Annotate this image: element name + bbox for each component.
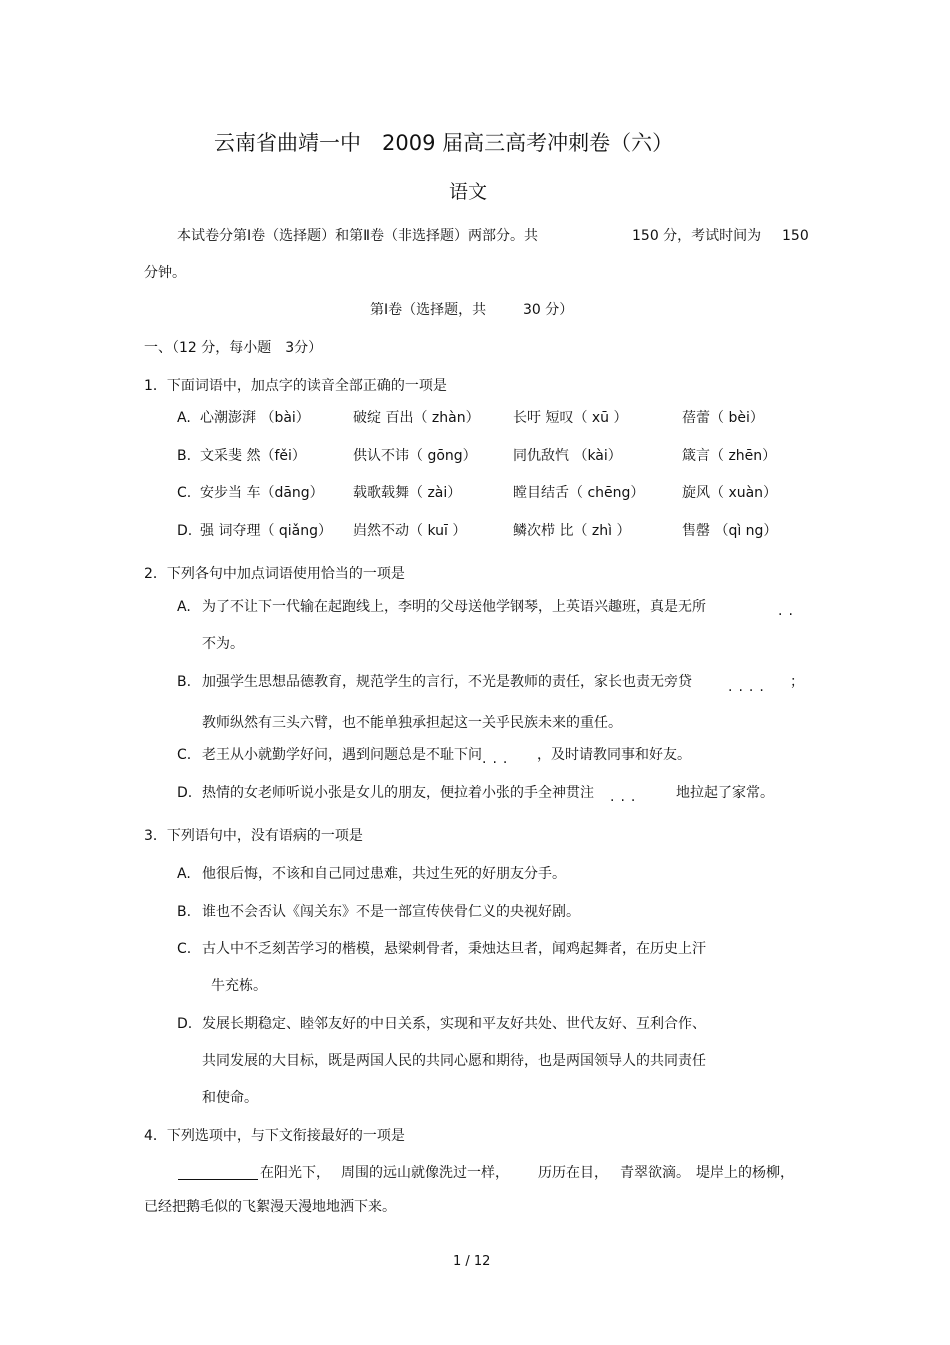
option-text: 和使命。 xyxy=(202,1090,258,1106)
word-item: 强 词夺理（ qiǎng） xyxy=(200,523,333,539)
word-item: 箴言（ zhēn） xyxy=(682,448,777,464)
option-text: 教师纵然有三头六臂，也不能单独承担起这一关乎民族未来的重任。 xyxy=(202,715,622,731)
passage-text: 已经把鹅毛似的飞絮漫天漫地地洒下来。 xyxy=(144,1199,396,1215)
question-stem: 4．下列选项中，与下文衔接最好的一项是 xyxy=(144,1128,405,1144)
word-item: 破绽 百出（ zhàn） xyxy=(353,410,480,426)
emphasis-dots: .. xyxy=(778,603,799,619)
option-label: D. xyxy=(177,523,193,539)
emphasis-dots: .... xyxy=(728,679,770,695)
option-label: A. xyxy=(177,410,191,426)
question-stem: 2．下列各句中加点词语使用恰当的一项是 xyxy=(144,566,405,582)
passage-text: 青翠欲滴。 xyxy=(620,1165,690,1181)
option-label: B. xyxy=(177,674,192,690)
part1-heading-score: 30 分） xyxy=(523,302,574,318)
word-item: 长吁 短叹（ xū ） xyxy=(513,410,628,426)
option-text: 发展长期稳定、睦邻友好的中日关系，实现和平友好共处、世代友好、互利合作、 xyxy=(202,1016,706,1032)
intro-text-cont: 分钟。 xyxy=(144,265,186,281)
word-item: 售罄 （qì ng） xyxy=(682,523,778,539)
option-text: 热情的女老师听说小张是女儿的朋友，便拉着小张的手全神贯注 xyxy=(202,785,594,801)
word-item: 旋风（ xuàn） xyxy=(682,485,778,501)
option-text: 加强学生思想品德教育，规范学生的言行，不光是教师的责任，家长也责无旁贷 xyxy=(202,674,692,690)
passage-text: 周围的远山就像洗过一样， xyxy=(341,1165,509,1181)
option-text: 共同发展的大目标，既是两国人民的共同心愿和期待，也是两国领导人的共同责任 xyxy=(202,1053,706,1069)
emphasis-dots: ... xyxy=(482,751,514,767)
word-item: 心潮澎湃 （bài） xyxy=(200,410,310,426)
question-stem: 1．下面词语中，加点字的读音全部正确的一项是 xyxy=(144,378,447,394)
page-number: 1 / 12 xyxy=(453,1254,491,1269)
option-text: ，及时请教同事和好友。 xyxy=(537,747,691,763)
intro-text: 本试卷分第Ⅰ卷（选择题）和第Ⅱ卷（非选择题）两部分。共 xyxy=(177,228,539,244)
word-item: 瞠目结舌（ chēng） xyxy=(513,485,645,501)
option-text: 他很后悔，不该和自己同过患难，共过生死的好朋友分手。 xyxy=(202,866,566,882)
option-text: 不为。 xyxy=(202,636,244,652)
option-text: 牛充栋。 xyxy=(211,978,267,994)
option-text: 地拉起了家常。 xyxy=(676,785,774,801)
option-label: D. xyxy=(177,785,193,801)
option-text: 为了不让下一代输在起跑线上，李明的父母送他学钢琴，上英语兴趣班，真是无所 xyxy=(202,599,706,615)
word-item: 鳞次栉 比（ zhì ） xyxy=(513,523,631,539)
option-label: A. xyxy=(177,599,191,615)
word-item: 安步当 车（dāng） xyxy=(200,485,324,501)
option-text: 老王从小就勤学好问，遇到问题总是不耻下问 xyxy=(202,747,482,763)
question-stem: 3．下列语句中，没有语病的一项是 xyxy=(144,828,363,844)
option-label: B. xyxy=(177,448,192,464)
subject-title: 语文 xyxy=(449,181,488,203)
option-label: D. xyxy=(177,1016,193,1032)
word-item: 同仇敌忾 （kài） xyxy=(513,448,622,464)
option-text: 古人中不乏刻苦学习的楷模，悬梁刺骨者，秉烛达旦者，闻鸡起舞者，在历史上汗 xyxy=(202,941,706,957)
option-label: B. xyxy=(177,904,192,920)
passage-text: 堤岸上的杨柳， xyxy=(696,1165,794,1181)
option-label: A. xyxy=(177,866,191,882)
word-item: 供认不讳（ gōng） xyxy=(353,448,477,464)
emphasis-dots: ... xyxy=(610,789,642,805)
option-text: ； xyxy=(790,674,804,690)
section-heading: 一、（12 分，每小题 3分） xyxy=(144,340,323,356)
word-item: 蓓蕾（ bèi） xyxy=(682,410,764,426)
page-title: 云南省曲靖一中 2009 届高三高考冲刺卷（六） xyxy=(214,131,674,155)
option-label: C. xyxy=(177,485,192,501)
answer-blank xyxy=(178,1179,258,1180)
part1-heading: 第Ⅰ卷（选择题，共 xyxy=(370,302,487,318)
passage-text: 在阳光下， xyxy=(260,1165,330,1181)
word-item: 载歌载舞（ zài） xyxy=(353,485,462,501)
option-text: 谁也不会否认《闯关东》不是一部宣传侠骨仁义的央视好剧。 xyxy=(202,904,580,920)
intro-time: 150 xyxy=(782,228,809,244)
word-item: 岿然不动（ kuī ） xyxy=(353,523,467,539)
word-item: 文采斐 然（fěi） xyxy=(200,448,306,464)
option-label: C. xyxy=(177,941,192,957)
passage-text: 历历在目， xyxy=(538,1165,608,1181)
intro-score: 150 分，考试时间为 xyxy=(632,228,762,244)
option-label: C. xyxy=(177,747,192,763)
